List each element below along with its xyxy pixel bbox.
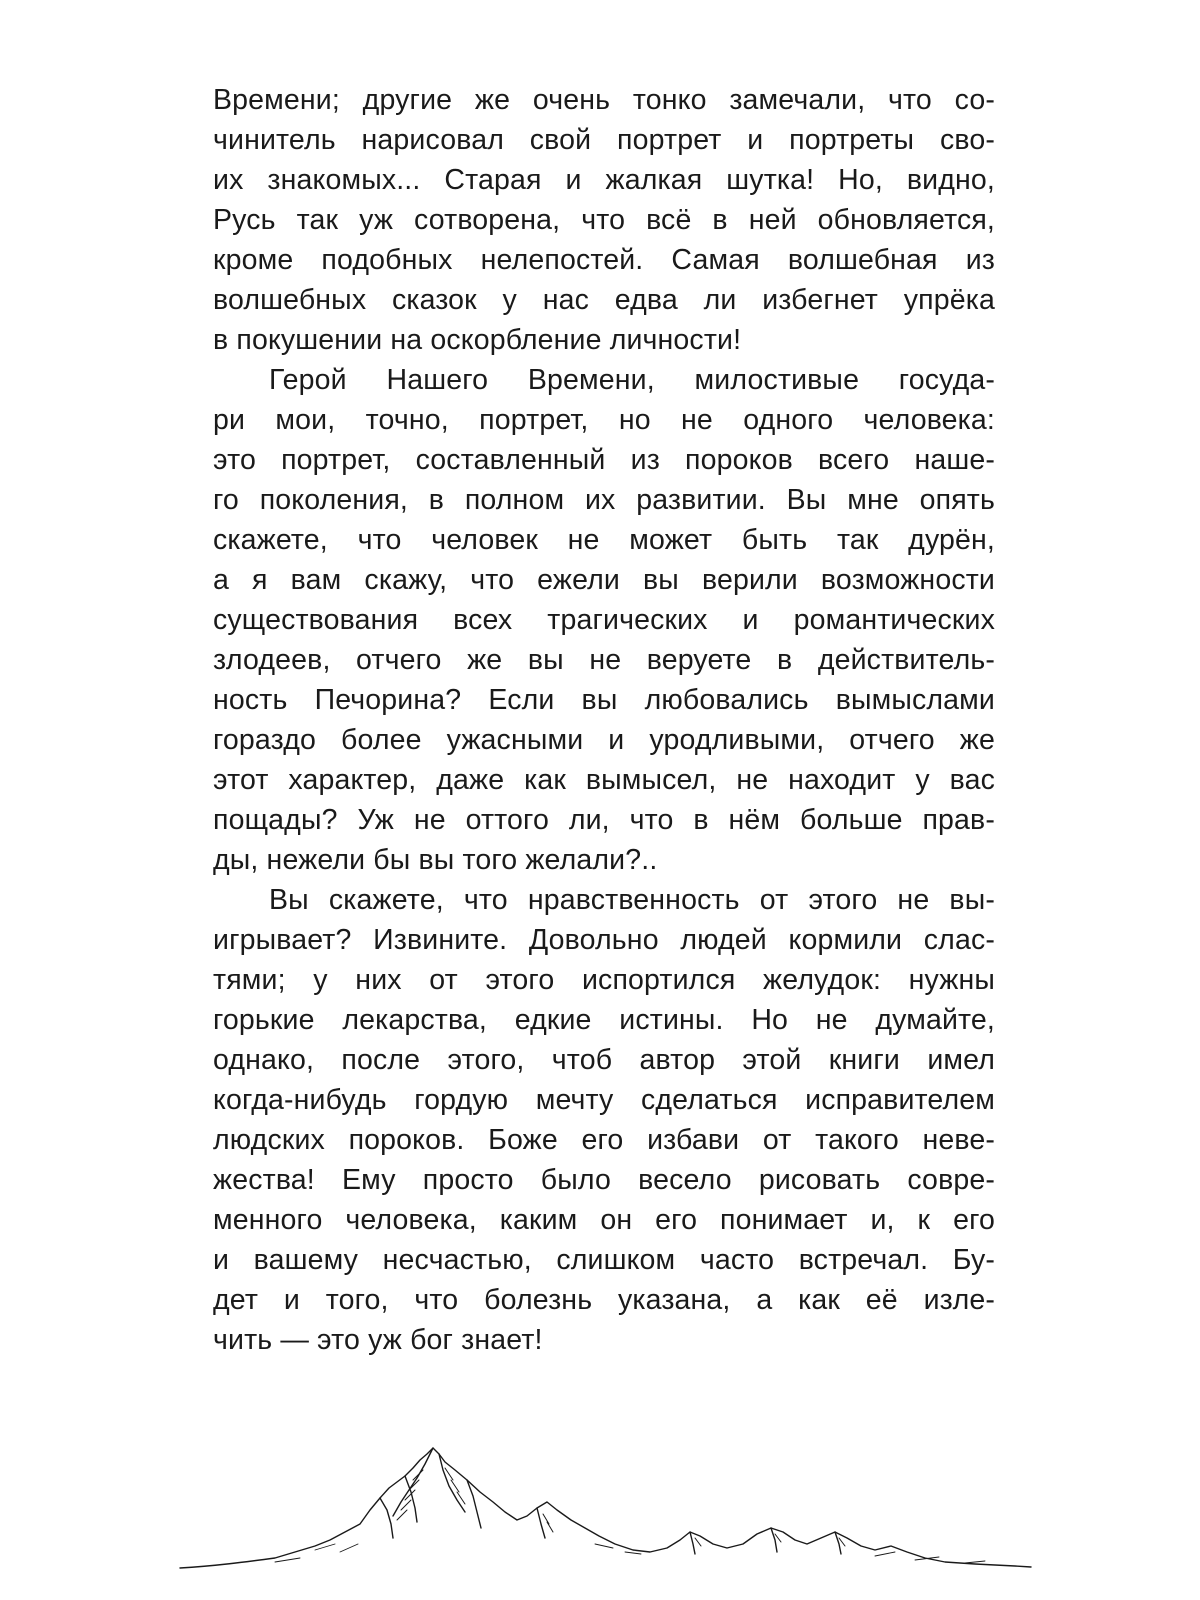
text-line: Вы скажете, что нравственность от этого не вы- (269, 884, 995, 916)
text-line: волшебных сказок у нас едва ли избегнет упрёка (213, 284, 995, 316)
text-line: а я вам скажу, что ежели вы верили возможности (213, 564, 995, 596)
text-line: их знакомых... Старая и жалкая шутка! Но, видно, (213, 164, 995, 196)
text-line: когда-нибудь гордую мечту сделаться исправителем (213, 1084, 995, 1116)
text-line: игрывает? Извините. Довольно людей кормили слас- (213, 924, 995, 956)
text-line: существования всех трагических и романтических (213, 604, 995, 636)
text-line: злодеев, отчего же вы не веруете в действитель- (213, 644, 995, 676)
text-line: однако, после этого, чтоб автор этой книги имел (213, 1044, 995, 1076)
text-line: это портрет, составленный из пороков всего наше- (213, 444, 995, 476)
text-line: го поколения, в полном их развитии. Вы мне опять (213, 484, 995, 516)
paragraph-3 (213, 880, 995, 1360)
text-line: ность Печорина? Если вы любовались вымыслами (213, 684, 995, 716)
text-line: Русь так уж сотворена, что всё в ней обновляется, (213, 204, 995, 236)
text-line: в покушении на оскорбление личности! (213, 324, 742, 356)
paragraph-1 (213, 80, 995, 360)
text-line: людских пороков. Боже его избави от такого неве- (213, 1124, 995, 1156)
text-line: ды, нежели бы вы того желали?.. (213, 844, 658, 876)
text-line: менного человека, каким он его понимает и, к его (213, 1204, 995, 1236)
text-line: жества! Ему просто было весело рисовать совре- (213, 1164, 995, 1196)
text-line: тями; у них от этого испортился желудок: нужны (213, 964, 995, 996)
text-line: и вашему несчастью, слишком часто встречал. Бу- (213, 1244, 995, 1276)
text-line: Времени; другие же очень тонко замечали, что со- (213, 84, 995, 116)
text-line: гораздо более ужасными и уродливыми, отчего же (213, 724, 995, 756)
mountain-range-icon (175, 1440, 1035, 1580)
body-text (213, 80, 995, 1360)
text-line: этот характер, даже как вымысел, не находит у вас (213, 764, 995, 796)
text-line: дет и того, что болезнь указана, а как её изле- (213, 1284, 995, 1316)
text-line: кроме подобных нелепостей. Самая волшебная из (213, 244, 995, 276)
text-line: чить — это уж бог знает! (213, 1324, 543, 1356)
text-line: чинитель нарисовал свой портрет и портреты сво- (213, 124, 995, 156)
text-line: пощады? Уж не оттого ли, что в нём больше прав- (213, 804, 995, 836)
text-line: ри мои, точно, портрет, но не одного человека: (213, 404, 995, 436)
text-line: Герой Нашего Времени, милостивые госуда- (269, 364, 995, 396)
text-line: горькие лекарства, едкие истины. Но не думайте, (213, 1004, 995, 1036)
paragraph-2 (213, 360, 995, 880)
text-line: скажете, что человек не может быть так дурён, (213, 524, 995, 556)
